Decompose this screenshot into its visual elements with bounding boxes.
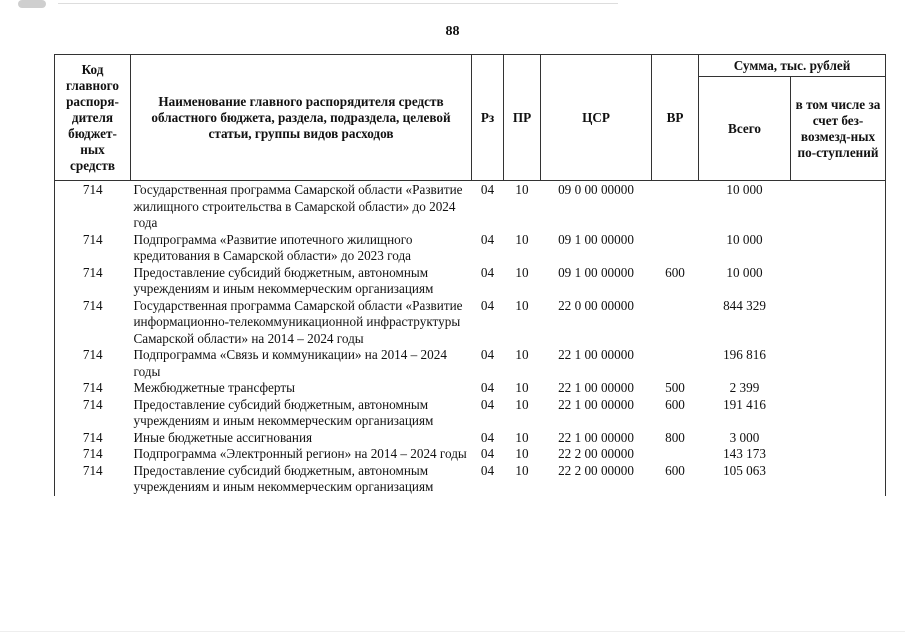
- cell-pr: 10: [515, 347, 529, 362]
- cell-code: 714: [55, 181, 131, 232]
- cell-free: [791, 298, 886, 348]
- cell-rz: 04: [480, 347, 495, 362]
- table-row: [55, 397, 886, 430]
- cell-csr: 22 0 00 00000: [558, 297, 634, 313]
- cell-csr: 22 2 00 00000: [558, 462, 634, 478]
- cell-code: 714: [55, 446, 131, 463]
- header-rz: Рз: [472, 55, 504, 181]
- cell-rz: 04: [480, 264, 495, 280]
- cell-csr: 22 2 00 00000: [558, 446, 634, 461]
- cell-code: 714: [55, 347, 131, 380]
- cell-free: [791, 397, 886, 430]
- table-header: [55, 55, 886, 181]
- cell-total: 10 000: [726, 264, 763, 280]
- cell-name: Подпрограмма «Развитие ипотечного жилищного кредитования в Самарской области» до 2023 года: [133, 231, 413, 263]
- header-pr: ПР: [504, 55, 541, 181]
- header-vr: ВР: [652, 55, 699, 181]
- scan-artifact: [18, 0, 618, 10]
- cell-pr: 10: [515, 231, 529, 247]
- cell-total: 2 399: [729, 380, 760, 395]
- header-name: Наименование главного распорядителя средств областного бюджета, раздела, подраздела, целевой статьи, группы видов расходов: [131, 55, 472, 181]
- table-row: [55, 430, 886, 447]
- table-row: [55, 380, 886, 397]
- table-row: [55, 265, 886, 298]
- cell-vr: [652, 298, 699, 348]
- cell-csr: 09 1 00 00000: [558, 231, 634, 247]
- cell-pr: 10: [515, 396, 529, 412]
- cell-name: Государственная программа Самарской области «Развитие жилищного строительства в Самарской области» до 2024 года: [133, 182, 463, 230]
- cell-rz: 04: [480, 380, 495, 395]
- header-code: Код главного распоря-дителя бюджет-ных средств: [55, 55, 131, 181]
- cell-rz: 04: [480, 297, 495, 313]
- cell-total: 143 173: [723, 446, 766, 461]
- cell-vr: 500: [665, 380, 685, 395]
- cell-code: 714: [55, 265, 131, 298]
- cell-free: [791, 181, 886, 232]
- cell-vr: 800: [665, 429, 685, 445]
- table-row: [55, 298, 886, 348]
- header-csr: ЦСР: [541, 55, 652, 181]
- cell-name: Предоставление субсидий бюджетным, автономным учреждениям и иным некоммерческим организациям: [133, 462, 434, 494]
- cell-csr: 22 1 00 00000: [558, 429, 634, 445]
- cell-vr: 600: [665, 462, 685, 478]
- cell-free: [791, 380, 886, 397]
- cell-pr: 10: [515, 380, 529, 395]
- cell-pr: 10: [515, 297, 529, 313]
- cell-rz: 04: [480, 446, 495, 461]
- cell-total: 3 000: [729, 429, 760, 445]
- cell-name: Предоставление субсидий бюджетным, автономным учреждениям и иным некоммерческим организациям: [133, 264, 434, 296]
- cell-free: [791, 430, 886, 447]
- cell-csr: 22 1 00 00000: [558, 380, 634, 395]
- cell-vr: [652, 446, 699, 463]
- cell-name: Подпрограмма «Связь и коммуникации» на 2014 – 2024 годы: [133, 347, 447, 379]
- table-row: [55, 347, 886, 380]
- header-total: Всего: [699, 77, 791, 181]
- page-number: 88: [445, 24, 460, 39]
- cell-free: [791, 232, 886, 265]
- cell-code: 714: [55, 397, 131, 430]
- cell-csr: 09 0 00 00000: [558, 182, 634, 197]
- cell-vr: [652, 181, 699, 232]
- cell-total: 10 000: [726, 231, 763, 247]
- cell-rz: 04: [480, 182, 495, 197]
- cell-code: 714: [55, 232, 131, 265]
- table-body: [55, 181, 886, 496]
- scan-line: [58, 3, 618, 4]
- cell-csr: 22 1 00 00000: [558, 396, 634, 412]
- cell-vr: 600: [665, 264, 685, 280]
- cell-pr: 10: [515, 429, 529, 445]
- cell-name: Подпрограмма «Электронный регион» на 2014 – 2024 годы: [133, 446, 467, 461]
- cell-rz: 04: [480, 429, 495, 445]
- cell-total: 105 063: [723, 462, 766, 478]
- cell-free: [791, 347, 886, 380]
- cell-code: 714: [55, 463, 131, 496]
- cell-name: Иные бюджетные ассигнования: [133, 429, 313, 445]
- cell-name: Государственная программа Самарской области «Развитие информационно-телекоммуникационной инфраструктуры Самарской области» на 2014 – 2024 годы: [133, 297, 463, 346]
- table-row: [55, 181, 886, 232]
- cell-vr: [652, 232, 699, 265]
- cell-vr: 600: [665, 396, 685, 412]
- header-free: в том числе за счет без-возмезд-ных по-ступлений: [791, 77, 886, 181]
- cell-code: 714: [55, 380, 131, 397]
- cell-rz: 04: [480, 231, 495, 247]
- cell-name: Предоставление субсидий бюджетным, автономным учреждениям и иным некоммерческим организациям: [133, 396, 434, 428]
- cell-pr: 10: [515, 446, 529, 461]
- cell-name: Межбюджетные трансферты: [133, 380, 295, 395]
- cell-free: [791, 446, 886, 463]
- cell-rz: 04: [480, 462, 495, 478]
- cell-rz: 04: [480, 396, 495, 412]
- budget-table: [54, 54, 886, 496]
- cell-code: 714: [55, 430, 131, 447]
- cell-total: 191 416: [723, 396, 766, 412]
- cell-code: 714: [55, 298, 131, 348]
- cell-total: 10 000: [726, 182, 763, 197]
- cell-csr: 22 1 00 00000: [558, 347, 634, 362]
- cell-pr: 10: [515, 462, 529, 478]
- cell-pr: 10: [515, 264, 529, 280]
- header-sum: Сумма, тыс. рублей: [699, 55, 886, 77]
- cell-vr: [652, 347, 699, 380]
- table-row: [55, 463, 886, 496]
- cell-free: [791, 463, 886, 496]
- cell-total: 196 816: [723, 347, 766, 362]
- table-row: [55, 232, 886, 265]
- cell-free: [791, 265, 886, 298]
- cell-pr: 10: [515, 182, 529, 197]
- table-row: [55, 446, 886, 463]
- scan-blot: [18, 0, 46, 8]
- cell-total: 844 329: [723, 297, 766, 313]
- cell-csr: 09 1 00 00000: [558, 264, 634, 280]
